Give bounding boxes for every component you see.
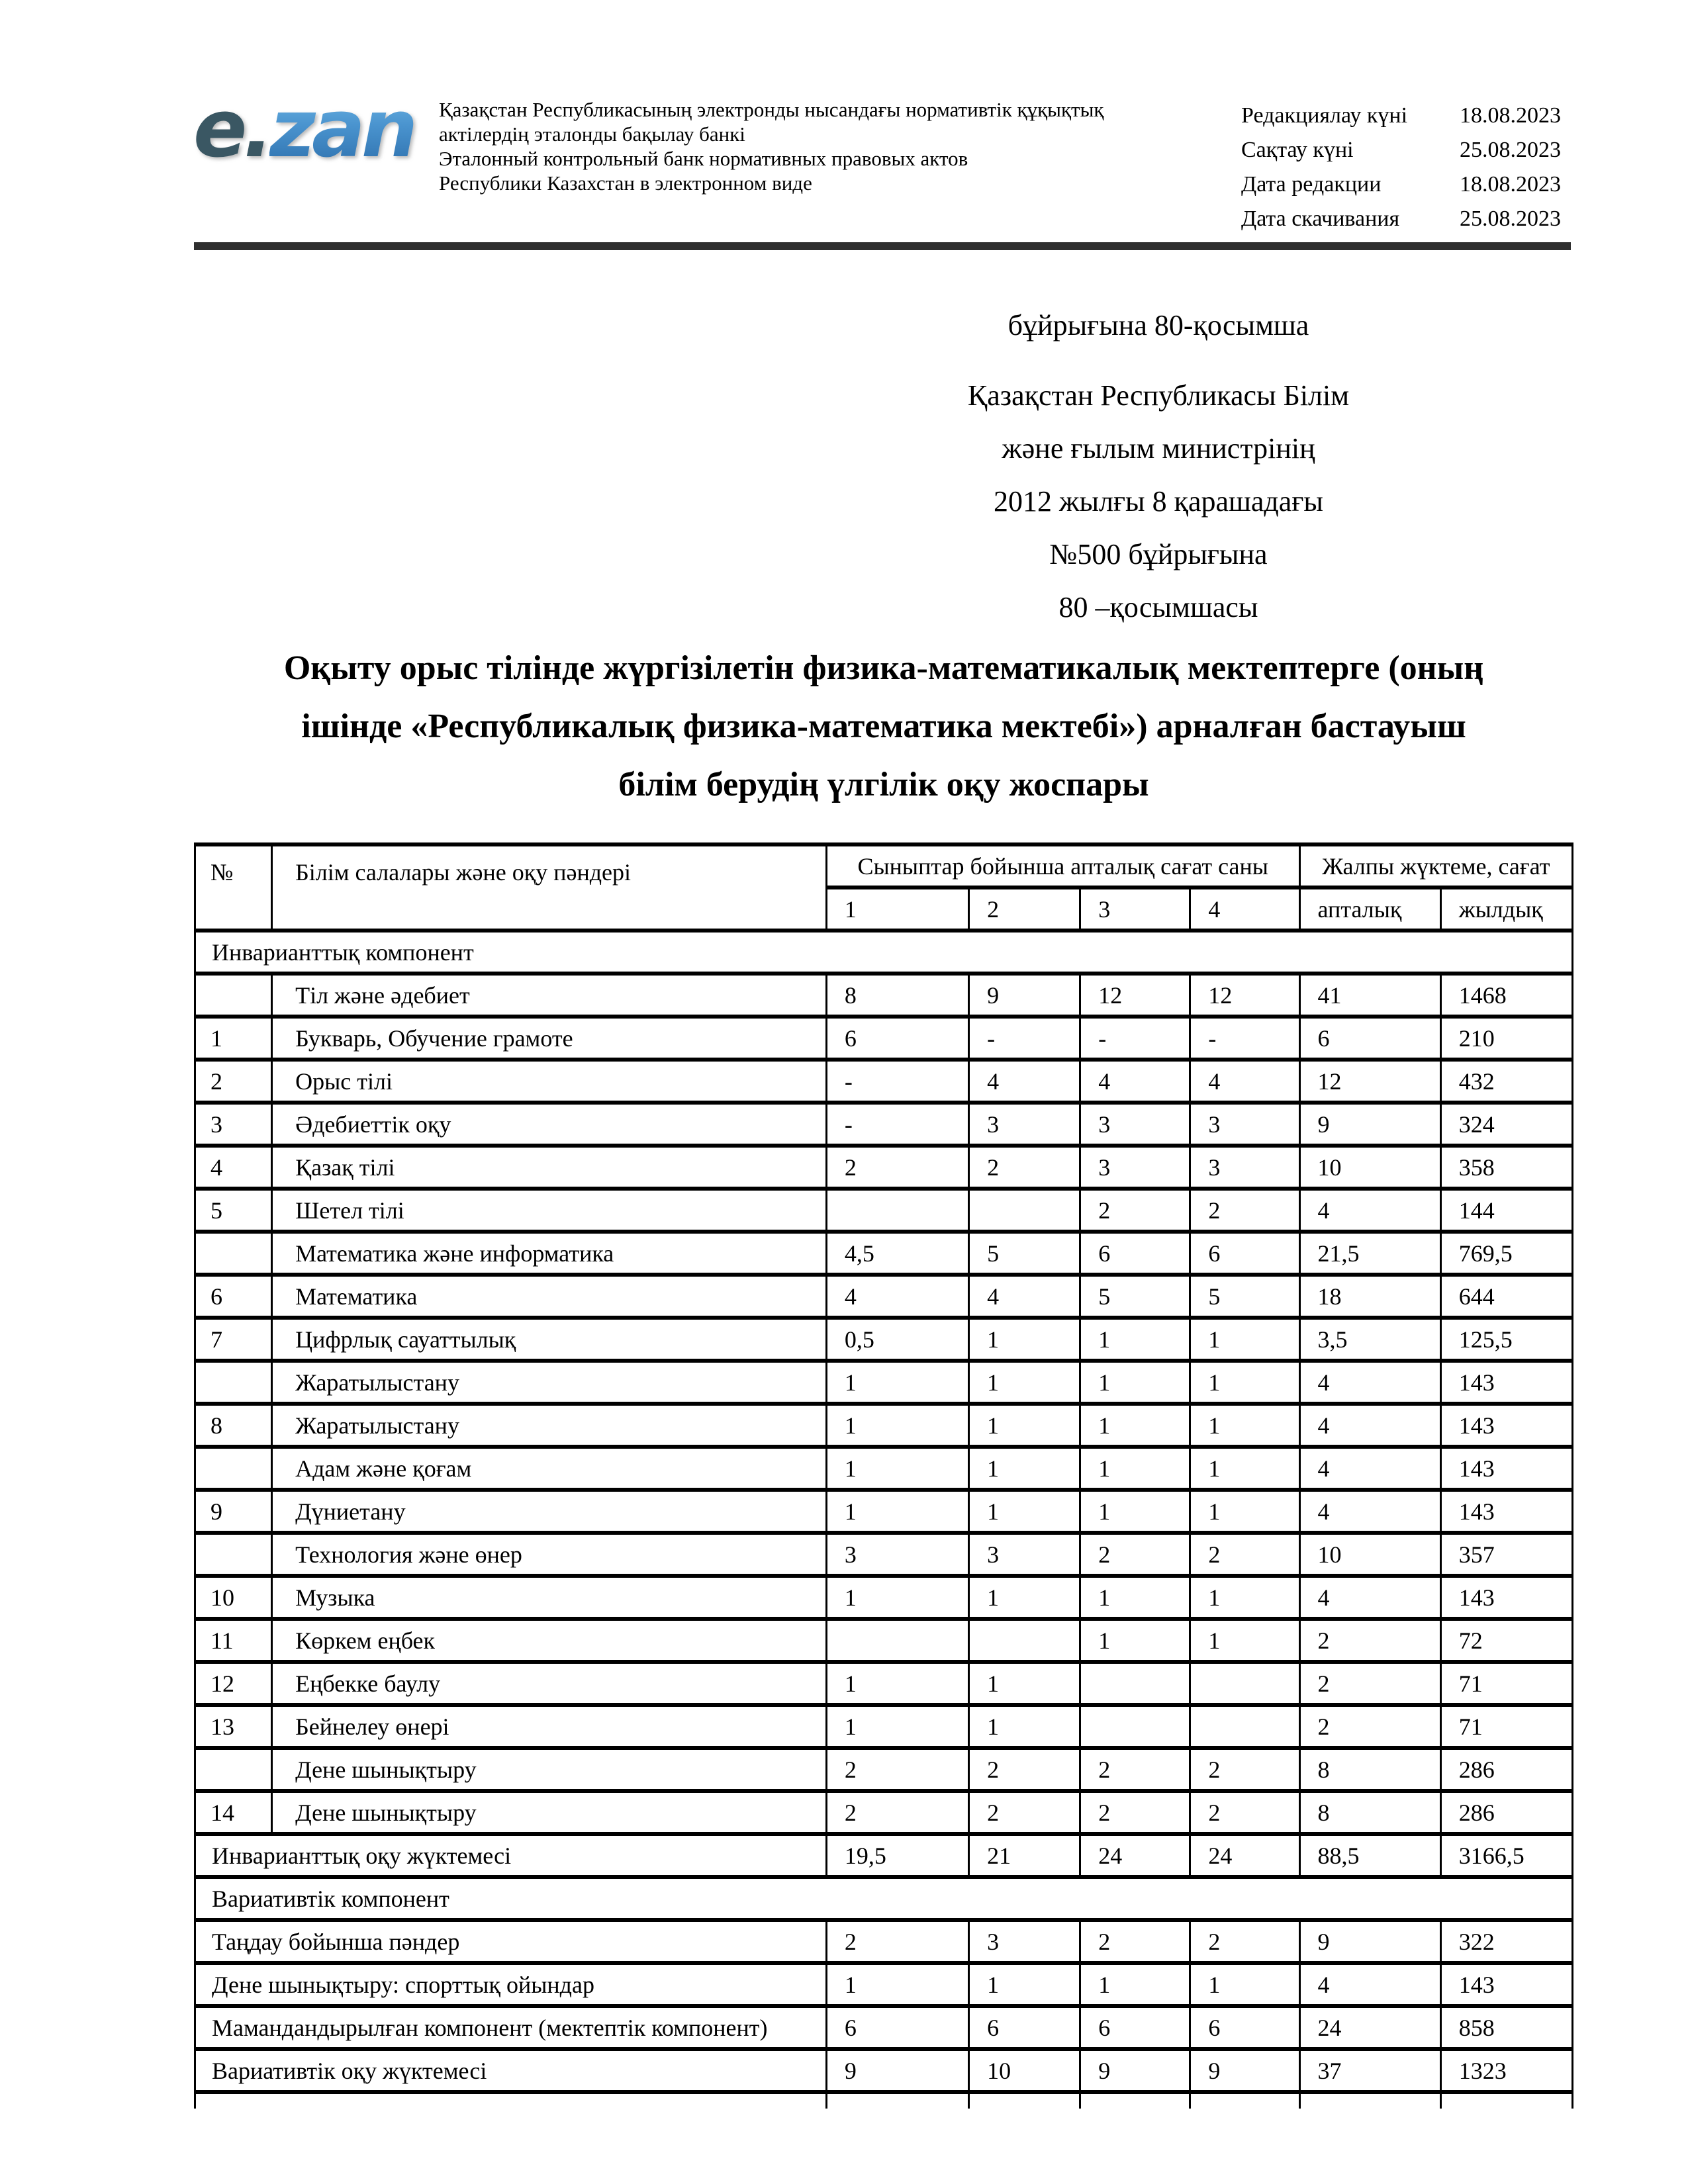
hours-value: 2 <box>1299 1619 1440 1662</box>
col-header-weekly: апталық <box>1299 887 1440 931</box>
date-row <box>1241 167 1561 202</box>
hours-value: 1 <box>969 1447 1080 1490</box>
table-row <box>195 1490 1573 1533</box>
row-number <box>195 1533 272 1576</box>
hours-value: 3 <box>826 1533 968 1576</box>
subject-name: Жаратылыстану <box>272 1361 827 1404</box>
hours-value: 144 <box>1440 1189 1572 1232</box>
subject-name: Дүниетану <box>272 1490 827 1533</box>
hours-value: 12 <box>1080 974 1190 1017</box>
hours-value: 19,5 <box>826 1834 968 1877</box>
hours-value: 1 <box>1080 1404 1190 1447</box>
section-label: Инварианттық компонент <box>195 931 1573 974</box>
hours-value: 3 <box>969 1920 1080 1963</box>
subject-name: Орыс тілі <box>272 1060 827 1103</box>
subject-name: Математика <box>272 1275 827 1318</box>
hours-value: 1 <box>1080 1490 1190 1533</box>
hours-value: 71 <box>1440 1662 1572 1705</box>
subject-name: Қазақ тілі <box>272 1146 827 1189</box>
date-row <box>1241 99 1561 133</box>
row-number: 9 <box>195 1490 272 1533</box>
hours-value: 9 <box>1080 2049 1190 2092</box>
hours-value: 3 <box>969 1103 1080 1146</box>
section-row <box>195 931 1573 974</box>
subject-name: Көркем еңбек <box>272 1619 827 1662</box>
table-row <box>195 1103 1573 1146</box>
hours-value: 2 <box>1299 1662 1440 1705</box>
table-row <box>195 1232 1573 1275</box>
hours-value: 24 <box>1299 2006 1440 2049</box>
hours-value: 9 <box>826 2049 968 2092</box>
table-row <box>195 1447 1573 1490</box>
hours-value: 1 <box>969 1576 1080 1619</box>
header-divider <box>194 242 1571 250</box>
ezan-logo <box>193 83 414 175</box>
total-row <box>195 2049 1573 2092</box>
subject-name: Музыка <box>272 1576 827 1619</box>
hours-value: 1 <box>1190 1490 1299 1533</box>
hours-value: 3 <box>1080 1103 1190 1146</box>
date-label: Дата редакции <box>1241 172 1382 197</box>
col-header-grade-4: 4 <box>1190 887 1299 931</box>
hours-value <box>969 1619 1080 1662</box>
hours-value: 143 <box>1440 1361 1572 1404</box>
subject-name: Әдебиеттік оқу <box>272 1103 827 1146</box>
subject-name: Математика және информатика <box>272 1232 827 1275</box>
logo-e-part: e. <box>193 83 269 175</box>
hours-value: 6 <box>969 2006 1080 2049</box>
hours-value: 1323 <box>1440 2049 1572 2092</box>
hours-value: 9 <box>1299 1920 1440 1963</box>
table-row <box>195 1748 1573 1791</box>
date-value: 25.08.2023 <box>1460 206 1561 231</box>
hours-value: 6 <box>1299 1017 1440 1060</box>
total-label: Инварианттық оқу жүктемесі <box>195 1834 827 1877</box>
date-label: Редакциялау күні <box>1241 103 1408 128</box>
hours-value: 4 <box>1299 1404 1440 1447</box>
hours-value <box>826 1189 968 1232</box>
subject-name: Технология және өнер <box>272 1533 827 1576</box>
hours-value: 9 <box>1299 1103 1440 1146</box>
row-number: 5 <box>195 1189 272 1232</box>
row-number: 8 <box>195 1404 272 1447</box>
hours-value: 1 <box>826 1576 968 1619</box>
appendix-line: 80 –қосымшасы <box>1058 591 1258 623</box>
appendix-line: және ғылым министрінің <box>1002 432 1315 465</box>
table-row <box>195 1017 1573 1060</box>
col-header-grade-3: 3 <box>1080 887 1190 931</box>
hours-value: 0,5 <box>826 1318 968 1361</box>
description-line: Республики Казахстан в электронном виде <box>439 171 812 195</box>
hours-value: 6 <box>826 1017 968 1060</box>
bank-description <box>439 97 1213 195</box>
hours-value: 1 <box>969 1361 1080 1404</box>
hours-value: 1 <box>1080 1963 1190 2006</box>
appendix-line: №500 бұйрығына <box>1049 538 1268 570</box>
table-row <box>195 1404 1573 1447</box>
subject-name: Тіл және әдебиет <box>272 974 827 1017</box>
row-number: 1 <box>195 1017 272 1060</box>
hours-value: 1 <box>1080 1619 1190 1662</box>
title-line: Оқыту орыс тілінде жүргізілетін физика-математикалық мектептерге (оның <box>283 649 1484 687</box>
hours-value: 1 <box>826 1361 968 1404</box>
col-header-weekly-hours-group: Сыныптар бойынша апталық сағат саны <box>826 844 1299 887</box>
hours-value: 9 <box>969 974 1080 1017</box>
date-value: 18.08.2023 <box>1460 172 1561 197</box>
hours-value: 6 <box>1080 2006 1190 2049</box>
hours-value: 324 <box>1440 1103 1572 1146</box>
table-row <box>195 1619 1573 1662</box>
row-number: 12 <box>195 1662 272 1705</box>
col-header-number: № <box>195 844 272 931</box>
hours-value: 1 <box>826 1447 968 1490</box>
hours-value: 143 <box>1440 1490 1572 1533</box>
subject-name: Дене шынықтыру <box>272 1748 827 1791</box>
hours-value: 143 <box>1440 1447 1572 1490</box>
hours-value: 858 <box>1440 2006 1572 2049</box>
hours-value: 1 <box>1080 1361 1190 1404</box>
hours-value: - <box>826 1103 968 1146</box>
hours-value: 2 <box>826 1920 968 1963</box>
hours-value: 1 <box>969 1318 1080 1361</box>
appendix-line: бұйрығына 80-қосымша <box>1008 309 1309 341</box>
description-line: Қазақстан Республикасының электронды нысандағы нормативтік құқықтық <box>439 98 1104 121</box>
hours-value: 1 <box>969 1490 1080 1533</box>
hours-value: 10 <box>969 2049 1080 2092</box>
hours-value: 2 <box>1190 1533 1299 1576</box>
hours-value: 2 <box>969 1748 1080 1791</box>
total-row <box>195 1920 1573 1963</box>
hours-value: 21 <box>969 1834 1080 1877</box>
subject-name: Еңбекке баулу <box>272 1662 827 1705</box>
table-row <box>195 1662 1573 1705</box>
row-number: 6 <box>195 1275 272 1318</box>
hours-value: 1 <box>1190 1447 1299 1490</box>
partial-row <box>195 2092 1573 2109</box>
col-header-yearly: жылдық <box>1440 887 1572 931</box>
title-line: ішінде «Республикалық физика-математика мектебі») арналған бастауыш <box>301 707 1466 745</box>
hours-value: 2 <box>826 1791 968 1834</box>
empty-cell <box>1440 2092 1572 2109</box>
date-label: Дата скачивания <box>1241 206 1400 231</box>
hours-value: 71 <box>1440 1705 1572 1748</box>
total-row <box>195 1834 1573 1877</box>
hours-value: 2 <box>1190 1791 1299 1834</box>
empty-cell <box>826 2092 968 2109</box>
hours-value <box>969 1189 1080 1232</box>
subject-name: Цифрлық сауаттылық <box>272 1318 827 1361</box>
table-row <box>195 1533 1573 1576</box>
hours-value: 10 <box>1299 1533 1440 1576</box>
hours-value: 1 <box>969 1662 1080 1705</box>
row-number <box>195 1748 272 1791</box>
hours-value: 1 <box>969 1963 1080 2006</box>
hours-value: 12 <box>1190 974 1299 1017</box>
hours-value: 2 <box>1080 1791 1190 1834</box>
empty-cell <box>969 2092 1080 2109</box>
hours-value <box>1080 1662 1190 1705</box>
hours-value: 143 <box>1440 1576 1572 1619</box>
table-row <box>195 1791 1573 1834</box>
row-number: 14 <box>195 1791 272 1834</box>
hours-value: - <box>1190 1017 1299 1060</box>
hours-value: 3166,5 <box>1440 1834 1572 1877</box>
total-label: Вариативтік оқу жүктемесі <box>195 2049 827 2092</box>
section-row <box>195 1877 1573 1920</box>
hours-value: 3 <box>1190 1146 1299 1189</box>
hours-value: 1 <box>826 1705 968 1748</box>
col-header-total-load-group: Жалпы жүктеме, сағат <box>1299 844 1572 887</box>
hours-value: 24 <box>1080 1834 1190 1877</box>
table-row <box>195 1705 1573 1748</box>
hours-value: 2 <box>1299 1705 1440 1748</box>
hours-value: 286 <box>1440 1791 1572 1834</box>
table-row <box>195 974 1573 1017</box>
hours-value: 4 <box>826 1275 968 1318</box>
hours-value: 1 <box>826 1963 968 2006</box>
subject-name: Букварь, Обучение грамоте <box>272 1017 827 1060</box>
hours-value: 8 <box>1299 1791 1440 1834</box>
empty-cell <box>195 2092 827 2109</box>
date-row <box>1241 133 1561 167</box>
row-number: 10 <box>195 1576 272 1619</box>
hours-value: 1 <box>1080 1318 1190 1361</box>
hours-value: 3 <box>1190 1103 1299 1146</box>
row-number: 11 <box>195 1619 272 1662</box>
total-row <box>195 1963 1573 2006</box>
appendix-line: 2012 жылғы 8 қарашадағы <box>994 485 1323 518</box>
hours-value: 4 <box>1299 1189 1440 1232</box>
table-row <box>195 1361 1573 1404</box>
row-number: 4 <box>195 1146 272 1189</box>
hours-value: 2 <box>1080 1748 1190 1791</box>
row-number <box>195 1361 272 1404</box>
row-number: 13 <box>195 1705 272 1748</box>
hours-value: 4 <box>969 1060 1080 1103</box>
description-line: актілердің эталонды бақылау банкі <box>439 122 745 146</box>
row-number <box>195 1447 272 1490</box>
hours-value: 1 <box>1080 1447 1190 1490</box>
hours-value: 18 <box>1299 1275 1440 1318</box>
total-row <box>195 2006 1573 2049</box>
hours-value: 3 <box>969 1533 1080 1576</box>
hours-value: 4 <box>1299 1447 1440 1490</box>
hours-value: 286 <box>1440 1748 1572 1791</box>
hours-value: 1 <box>826 1662 968 1705</box>
hours-value: 2 <box>1190 1748 1299 1791</box>
total-label: Дене шынықтыру: спорттық ойындар <box>195 1963 827 2006</box>
date-label: Сақтау күні <box>1241 138 1354 162</box>
hours-value: 1468 <box>1440 974 1572 1017</box>
hours-value: 8 <box>826 974 968 1017</box>
subject-name: Адам және қоғам <box>272 1447 827 1490</box>
col-header-grade-1: 1 <box>826 887 968 931</box>
date-row <box>1241 202 1561 236</box>
hours-value: 4 <box>1190 1060 1299 1103</box>
hours-value: 41 <box>1299 974 1440 1017</box>
hours-value: 1 <box>969 1404 1080 1447</box>
col-header-grade-2: 2 <box>969 887 1080 931</box>
hours-value: 1 <box>1080 1576 1190 1619</box>
hours-value: 1 <box>1190 1318 1299 1361</box>
hours-value: 2 <box>826 1748 968 1791</box>
hours-value: 10 <box>1299 1146 1440 1189</box>
hours-value: 5 <box>1080 1275 1190 1318</box>
total-label: Мамандандырылған компонент (мектептік компонент) <box>195 2006 827 2049</box>
hours-value: 4 <box>1299 1490 1440 1533</box>
appendix-line: Қазақстан Республикасы Білім <box>967 379 1350 412</box>
hours-value: 2 <box>1190 1920 1299 1963</box>
hours-value: 1 <box>826 1404 968 1447</box>
appendix-reference <box>695 299 1622 634</box>
hours-value: 2 <box>1080 1533 1190 1576</box>
hours-value: 5 <box>1190 1275 1299 1318</box>
hours-value: 8 <box>1299 1748 1440 1791</box>
hours-value: 4 <box>1299 1576 1440 1619</box>
hours-value: 3 <box>1080 1146 1190 1189</box>
row-number: 3 <box>195 1103 272 1146</box>
hours-value: 6 <box>1080 1232 1190 1275</box>
row-number: 7 <box>195 1318 272 1361</box>
hours-value: 769,5 <box>1440 1232 1572 1275</box>
table-row <box>195 1189 1573 1232</box>
hours-value: 432 <box>1440 1060 1572 1103</box>
table-row <box>195 1275 1573 1318</box>
logo-zan-part: zan <box>269 83 414 175</box>
hours-value: 1 <box>1190 1619 1299 1662</box>
table-row <box>195 1146 1573 1189</box>
hours-value: 4 <box>969 1275 1080 1318</box>
empty-cell <box>1190 2092 1299 2109</box>
hours-value <box>1190 1662 1299 1705</box>
row-number <box>195 974 272 1017</box>
hours-value: 2 <box>1190 1189 1299 1232</box>
table-row <box>195 1576 1573 1619</box>
hours-value: 2 <box>969 1791 1080 1834</box>
title-line: білім берудің үлгілік оқу жоспары <box>618 766 1149 803</box>
hours-value: 4 <box>1299 1963 1440 2006</box>
hours-value: 6 <box>1190 1232 1299 1275</box>
subject-name: Дене шынықтыру <box>272 1791 827 1834</box>
subject-name: Бейнелеу өнері <box>272 1705 827 1748</box>
table-row <box>195 1060 1573 1103</box>
date-value: 25.08.2023 <box>1460 138 1561 162</box>
hours-value: 644 <box>1440 1275 1572 1318</box>
hours-value: 2 <box>826 1146 968 1189</box>
hours-value: 3,5 <box>1299 1318 1440 1361</box>
hours-value: 125,5 <box>1440 1318 1572 1361</box>
empty-cell <box>1080 2092 1190 2109</box>
empty-cell <box>1299 2092 1440 2109</box>
hours-value: 322 <box>1440 1920 1572 1963</box>
hours-value: 1 <box>1190 1576 1299 1619</box>
hours-value: 72 <box>1440 1619 1572 1662</box>
hours-value: 143 <box>1440 1404 1572 1447</box>
hours-value: 357 <box>1440 1533 1572 1576</box>
total-label: Таңдау бойынша пәндер <box>195 1920 827 1963</box>
hours-value: - <box>969 1017 1080 1060</box>
table-row <box>195 1318 1573 1361</box>
hours-value: 21,5 <box>1299 1232 1440 1275</box>
page-title <box>194 639 1573 814</box>
hours-value: 1 <box>1190 1963 1299 2006</box>
hours-value: 4 <box>1299 1361 1440 1404</box>
document-dates <box>1241 99 1561 236</box>
hours-value: - <box>1080 1017 1190 1060</box>
subject-name: Шетел тілі <box>272 1189 827 1232</box>
description-line: Эталонный контрольный банк нормативных правовых актов <box>439 147 968 170</box>
hours-value: 9 <box>1190 2049 1299 2092</box>
hours-value: 2 <box>1080 1189 1190 1232</box>
col-header-subject: Білім салалары және оқу пәндері <box>272 844 827 931</box>
hours-value: 358 <box>1440 1146 1572 1189</box>
row-number <box>195 1232 272 1275</box>
subject-name: Жаратылыстану <box>272 1404 827 1447</box>
hours-value <box>826 1619 968 1662</box>
hours-value: 143 <box>1440 1963 1572 2006</box>
row-number: 2 <box>195 1060 272 1103</box>
hours-value: 5 <box>969 1232 1080 1275</box>
hours-value: 12 <box>1299 1060 1440 1103</box>
hours-value: 37 <box>1299 2049 1440 2092</box>
hours-value: - <box>826 1060 968 1103</box>
hours-value: 1 <box>826 1490 968 1533</box>
date-value: 18.08.2023 <box>1460 103 1561 128</box>
hours-value <box>1080 1705 1190 1748</box>
curriculum-table <box>194 842 1573 2109</box>
hours-value: 4,5 <box>826 1232 968 1275</box>
section-label: Вариативтік компонент <box>195 1877 1573 1920</box>
hours-value: 24 <box>1190 1834 1299 1877</box>
hours-value: 6 <box>826 2006 968 2049</box>
hours-value: 1 <box>1190 1404 1299 1447</box>
hours-value: 88,5 <box>1299 1834 1440 1877</box>
table-header-row-1 <box>195 844 1573 887</box>
hours-value: 4 <box>1080 1060 1190 1103</box>
hours-value: 1 <box>1190 1361 1299 1404</box>
hours-value: 2 <box>969 1146 1080 1189</box>
hours-value: 2 <box>1080 1920 1190 1963</box>
hours-value <box>1190 1705 1299 1748</box>
hours-value: 210 <box>1440 1017 1572 1060</box>
hours-value: 1 <box>969 1705 1080 1748</box>
hours-value: 6 <box>1190 2006 1299 2049</box>
